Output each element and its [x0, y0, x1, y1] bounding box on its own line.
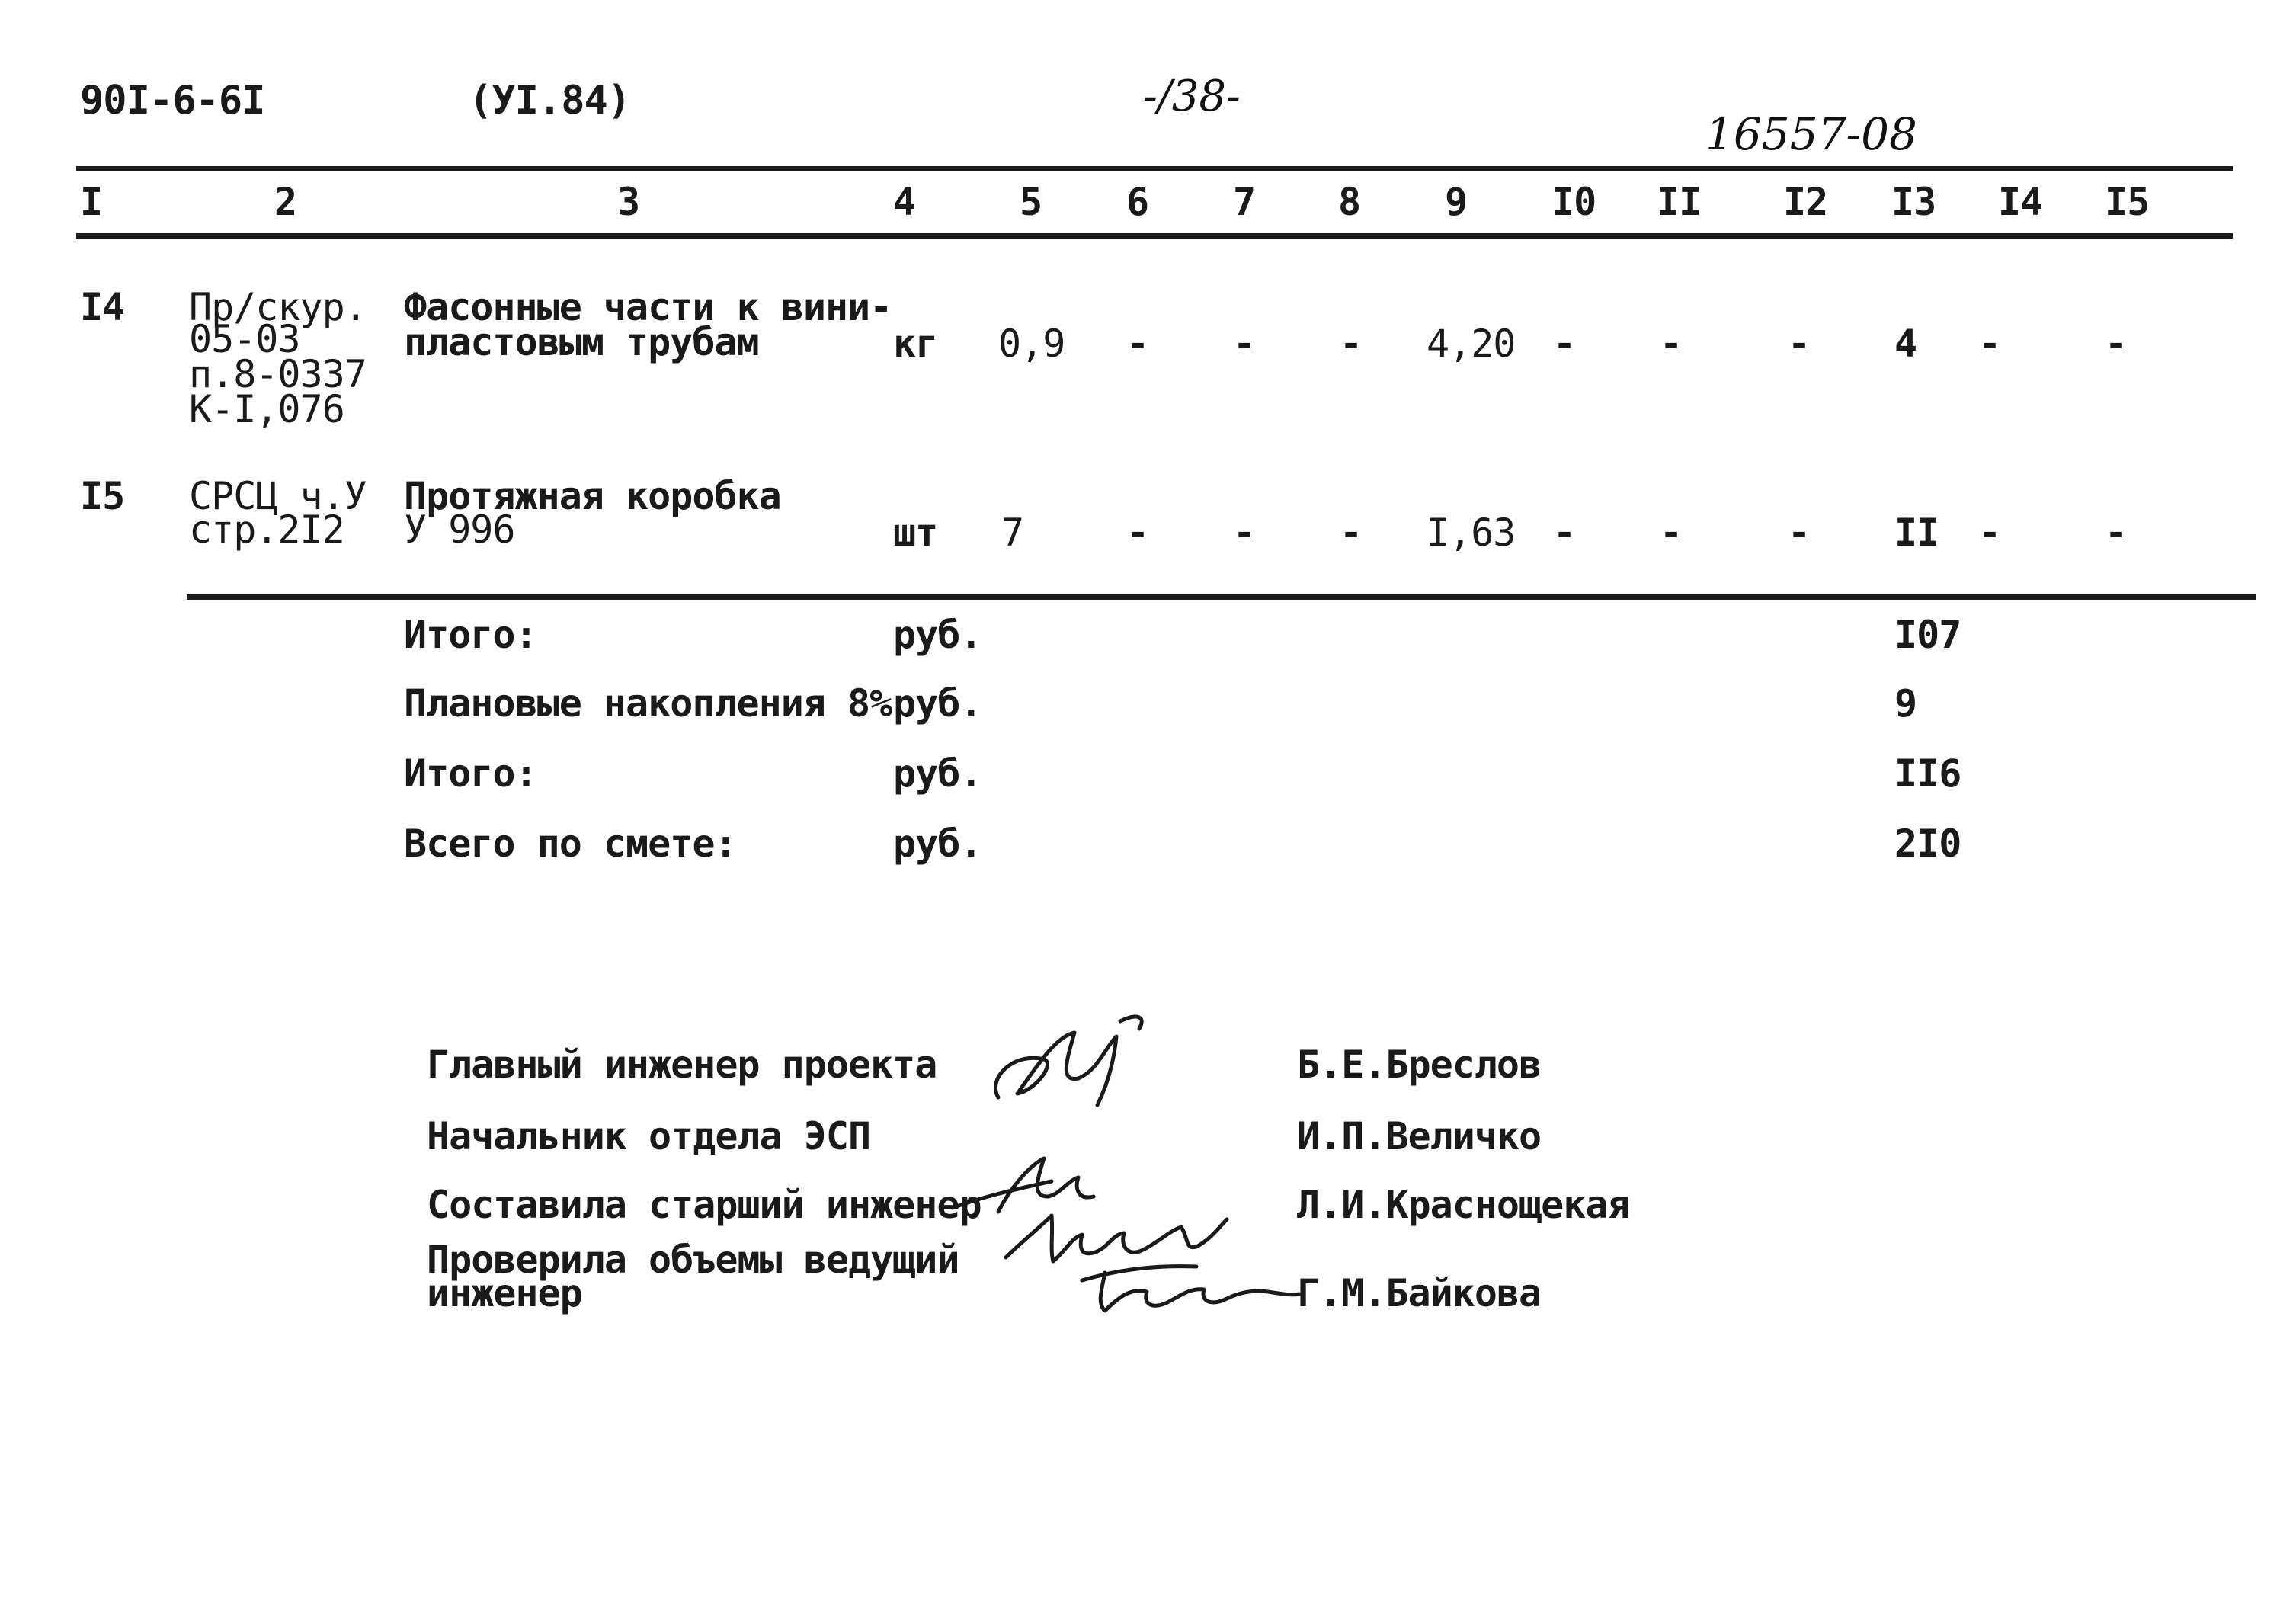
total-unit: руб.: [893, 681, 982, 726]
column-number: I3: [1891, 180, 1936, 224]
basis-line: п.8-0337: [189, 352, 367, 396]
item-name-line: Фасонные части к вини-: [404, 285, 892, 329]
total-label: Плановые накопления 8%: [404, 681, 892, 726]
column-number: 5: [1020, 180, 1042, 224]
dash-cell: -: [1788, 511, 1811, 555]
edition-code: (УI.84): [469, 78, 631, 123]
signature-mark: [983, 1006, 1158, 1120]
cost-cell: 4: [1894, 322, 1917, 366]
dash-cell: -: [1660, 322, 1683, 366]
dash-cell: -: [1660, 511, 1683, 555]
total-label: Итого:: [404, 613, 537, 657]
signatory-role: инженер: [427, 1271, 582, 1315]
row-number: I5: [80, 474, 125, 518]
dash-cell: -: [2105, 511, 2128, 555]
dash-cell: -: [1126, 322, 1149, 366]
cost-cell: II: [1894, 511, 1939, 555]
unit-cell: шт: [893, 511, 938, 555]
column-number: 8: [1338, 180, 1361, 224]
signatory-role: Проверила объемы ведущий: [427, 1238, 959, 1282]
column-number: 9: [1445, 180, 1468, 224]
item-name-line: У 996: [404, 508, 515, 552]
row-number: I4: [80, 285, 125, 329]
signatory-role: Начальник отдела ЭСП: [427, 1114, 871, 1158]
dash-cell: -: [1553, 511, 1576, 555]
signatory-name: Г.М.Байкова: [1297, 1271, 1542, 1315]
archive-number: 16557-08: [1705, 108, 1917, 160]
column-number: I4: [1998, 180, 2043, 224]
signatory-name: И.П.Величко: [1297, 1114, 1542, 1158]
item-name-line: Протяжная коробка: [404, 474, 781, 518]
total-unit: руб.: [893, 751, 982, 796]
doc-code: 90I-6-6I: [80, 78, 265, 123]
header-top-rule: [76, 166, 2233, 171]
unit-price-cell: I,63: [1427, 511, 1516, 555]
dash-cell: -: [1340, 511, 1363, 555]
total-label: Всего по смете:: [404, 822, 737, 866]
basis-line: СРСЦ ч.У: [189, 474, 367, 518]
column-number: I5: [2105, 180, 2150, 224]
dash-cell: -: [1233, 322, 1256, 366]
total-label: Итого:: [404, 751, 537, 796]
basis-line: К-I,076: [189, 387, 344, 431]
column-number: 2: [274, 180, 297, 224]
column-number: 3: [617, 180, 640, 224]
dash-cell: -: [1340, 322, 1363, 366]
column-number: I2: [1783, 180, 1828, 224]
total-unit: руб.: [893, 613, 982, 657]
total-value: I07: [1894, 613, 1961, 657]
unit-cell: кг: [893, 322, 938, 366]
column-number: I0: [1551, 180, 1596, 224]
signatory-name: Б.Е.Бреслов: [1297, 1043, 1542, 1087]
dash-cell: -: [1788, 322, 1811, 366]
total-value: 2I0: [1894, 822, 1961, 866]
dash-cell: -: [1233, 511, 1256, 555]
quantity-cell: 7: [1001, 511, 1024, 555]
signature-mark: [1074, 1250, 1303, 1318]
header-bottom-rule: [76, 233, 2233, 239]
total-value: 9: [1894, 681, 1917, 726]
dash-cell: -: [1978, 322, 2001, 366]
signatory-role: Главный инженер проекта: [427, 1043, 937, 1087]
quantity-cell: 0,9: [998, 322, 1065, 366]
basis-line: Пр/скур.: [189, 285, 367, 329]
item-name-line: пластовым трубам: [404, 320, 759, 364]
signatory-role: Составила старший инженер: [427, 1183, 981, 1227]
totals-rule: [187, 594, 2256, 600]
dash-cell: -: [1126, 511, 1149, 555]
page-number: -/38-: [1143, 72, 1241, 121]
signatory-name: Л.И.Краснощекая: [1297, 1183, 1630, 1227]
total-value: II6: [1894, 751, 1961, 796]
basis-line: 05-03: [189, 317, 300, 361]
dash-cell: -: [2105, 322, 2128, 366]
dash-cell: -: [1978, 511, 2001, 555]
column-number: 6: [1126, 180, 1149, 224]
basis-line: стр.2I2: [189, 508, 344, 552]
column-number: II: [1657, 180, 1702, 224]
column-number: 4: [893, 180, 916, 224]
column-number: 7: [1233, 180, 1256, 224]
dash-cell: -: [1553, 322, 1576, 366]
column-number: I: [80, 180, 103, 224]
unit-price-cell: 4,20: [1427, 322, 1516, 366]
total-unit: руб.: [893, 822, 982, 866]
